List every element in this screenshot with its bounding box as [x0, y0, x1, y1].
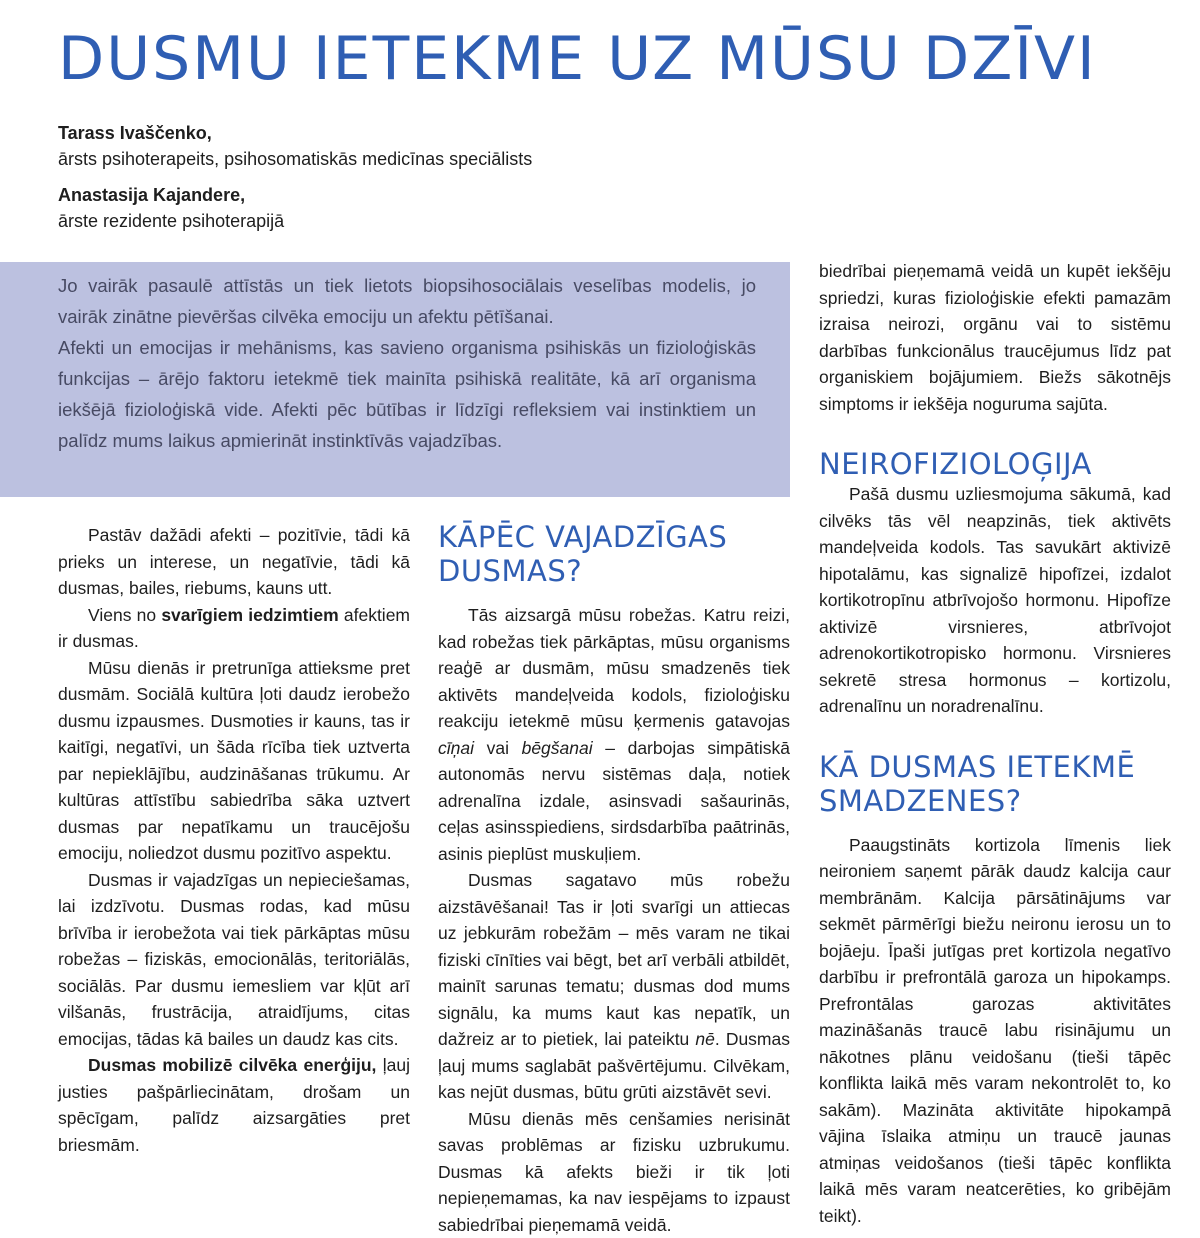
section-heading: NEIROFIZIOLOĢIJA [819, 447, 1171, 481]
author-name: Anastasija Kajandere, [58, 182, 758, 208]
body-paragraph [58, 1052, 410, 1158]
italic-text: bēgšanai [522, 738, 593, 758]
section-heading: KĀ DUSMAS IETEKMĒ SMADZENES? [819, 750, 1171, 818]
body-paragraph [438, 602, 790, 867]
body-paragraph [58, 602, 410, 655]
column-3 [819, 258, 1171, 1229]
abstract-paragraph: Jo vairāk pasaulē attīstās un tiek lietots biopsihosociālais veselības modelis, jo vairāk zinātne pievēršas cilvēka emociju un afektu pētīšanai. [58, 270, 756, 332]
text-run: Viens no [88, 605, 161, 625]
author-role: ārsts psihoterapeits, psihosomatiskās medicīnas speciālists [58, 146, 758, 172]
author-name: Tarass Ivaščenko, [58, 120, 758, 146]
author-2 [58, 182, 758, 234]
body-paragraph [438, 867, 790, 1106]
text-run: . Dusmas ļauj mums saglabāt pašvērtējumu. Cilvēkam, kas nejūt dusmas, būtu grūti aizstāvēt sevi. [438, 1029, 790, 1102]
text-run: ļauj justies pašpārliecinātam, drošam un spēcīgam, palīdz aizsargāties pret briesmām. [58, 1055, 410, 1155]
text-run: – darbojas simpātiskā autonomās nervu sistēmas daļa, notiek adrenalīna izdale, asinsvadi sašaurinās, ceļas asinsspiediens, sirdsdarbība paātrinās, asinis pieplūst muskuļiem. [438, 738, 790, 864]
abstract-box [0, 262, 790, 497]
text-run: Tās aizsargā mūsu robežas. Katru reizi, kad robežas tiek pārkāptas, mūsu organisms reaģē ar dusmām, mūsu smadzenēs tiek aktivēts mandeļveida kodols, fizioloģisku reakciju ietekmē mūsu ķermenis gatavojas [438, 605, 790, 731]
body-paragraph: Mūsu dienās mēs cenšamies nerisināt savas problēmas ar fizisku uzbrukumu. Dusmas kā afekts bieži ir tik ļoti nepieņemamas, ka nav iespējams to izpaust sabiedrībai pieņemamā veidā. [438, 1106, 790, 1238]
text-run: Dusmas sagatavo mūs robežu aizstāvēšanai! Tas ir ļoti svarīgi un attiecas uz jebkurām robežām – mēs varam ne tikai fiziski cīnīties vai bēgt, bet arī verbāli atbildēt, mainīt sarunas tematu; dusmas dod mums signālu, ka mums kaut kas nepatīk, un dažreiz ar to pietiek, lai pateiktu [438, 870, 790, 1049]
body-paragraph: Pašā dusmu uzliesmojuma sākumā, kad cilvēks tās vēl neapzinās, tiek aktivēts mandeļveida kodols. Tas savukārt aktivizē hipotalāmu, kas signalizē hipofīzei, izdalot kortikotropīnu atbrīvojošo hormonu. Hipofīze aktivizē virsnieres, atbrīvojot adrenokortikotropisko hormonu. Virsnieres sekretē stresa hormonus – kortizolu, adrenalīnu un noradrenalīnu. [819, 481, 1171, 720]
body-paragraph: Pastāv dažādi afekti – pozitīvie, tādi kā prieks un interese, un negatīvie, tādi kā dusmas, bailes, riebums, kauns utt. [58, 522, 410, 602]
italic-text: cīņai [438, 738, 474, 758]
body-paragraph: Mūsu dienās ir pretrunīga attieksme pret dusmām. Sociālā kultūra ļoti daudz ierobežo dusmu izpausmes. Dusmoties ir kauns, tas ir kaitīgi, negatīvi, un šāda rīcība tiek uztverta par nepieklājību, audzināšanas trūkumu. Ar kultūras attīstību sabiedrība sāka uztvert dusmas par nepatīkamu un traucējošu emociju, noliedzot dusmu pozitīvo aspektu. [58, 655, 410, 867]
bold-text: Dusmas mobilizē cilvēka enerģiju, [88, 1055, 376, 1075]
text-run: afektiem ir dusmas. [58, 605, 410, 652]
body-paragraph: Paaugstināts kortizola līmenis liek neironiem saņemt pārāk daudz kalcija caur membrānām. Kalcija pārsātinājums var sekmēt pārmērīgi biežu neironu ierosu un to bojāeju. Īpaši jutīgas pret kortizola negatīvo darbību ir prefrontālā garoza un hipokamps. Prefrontālas garozas aktivitātes mazināšanās traucē labu risinājumu un nākotnes plānu veidošanu (tieši tāpēc konflikta laikā mēs varam nekontrolēt to, ko sakām). Mazināta aktivitāte hipokampā vājina īslaika atmiņu un traucē jaunas atmiņas veidošanos (tieši tāpēc konflikta laikā mēs varam neatcerēties, ko gribējām teikt). [819, 832, 1171, 1230]
body-paragraph: biedrībai pieņemamā veidā un kupēt iekšēju spriedzi, kuras fizioloģiskie efekti pamazām izraisa neirozi, orgānu vai to sistēmu darbības funkcionālus traucējumus līdz pat organiskiem bojājumiem. Biežs sākotnējs simptoms ir iekšēja noguruma sajūta. [819, 258, 1171, 417]
abstract-paragraph: Afekti un emocijas ir mehānisms, kas savieno organisma psihiskās un fizioloģiskās funkcijas – ārējo faktoru ietekmē tiek mainīta psihiskā realitāte, kā arī organisma iekšējā fizioloģiskā vide. Afekti pēc būtības ir līdzīgi refleksiem vai instinktiem un palīdz mums laikus apmierināt instinktīvās vajadzības. [58, 332, 756, 456]
section-heading: KĀPĒC VAJADZĪGAS DUSMAS? [438, 520, 790, 588]
text-run: vai [474, 738, 522, 758]
author-1 [58, 120, 758, 172]
article-title: DUSMU IETEKME UZ MŪSU DZĪVI [58, 18, 1097, 100]
bold-text: svarīgiem iedzimtiem [161, 605, 338, 625]
column-2 [438, 520, 790, 1238]
body-paragraph: Dusmas ir vajadzīgas un nepieciešamas, lai izdzīvotu. Dusmas rodas, kad mūsu brīvība ir ierobežota vai tiek pārkāptas mūsu robežas – fiziskās, emocionālās, teritoriālās, sociālās. Par dusmu iemesliem var kļūt arī vilšanās, frustrācija, atraidījums, citas emocijas, tādas kā bailes un daudz kas cits. [58, 867, 410, 1053]
italic-text: nē [695, 1029, 714, 1049]
author-role: ārste rezidente psihoterapijā [58, 208, 758, 234]
column-1 [58, 522, 410, 1158]
authors [58, 120, 758, 244]
